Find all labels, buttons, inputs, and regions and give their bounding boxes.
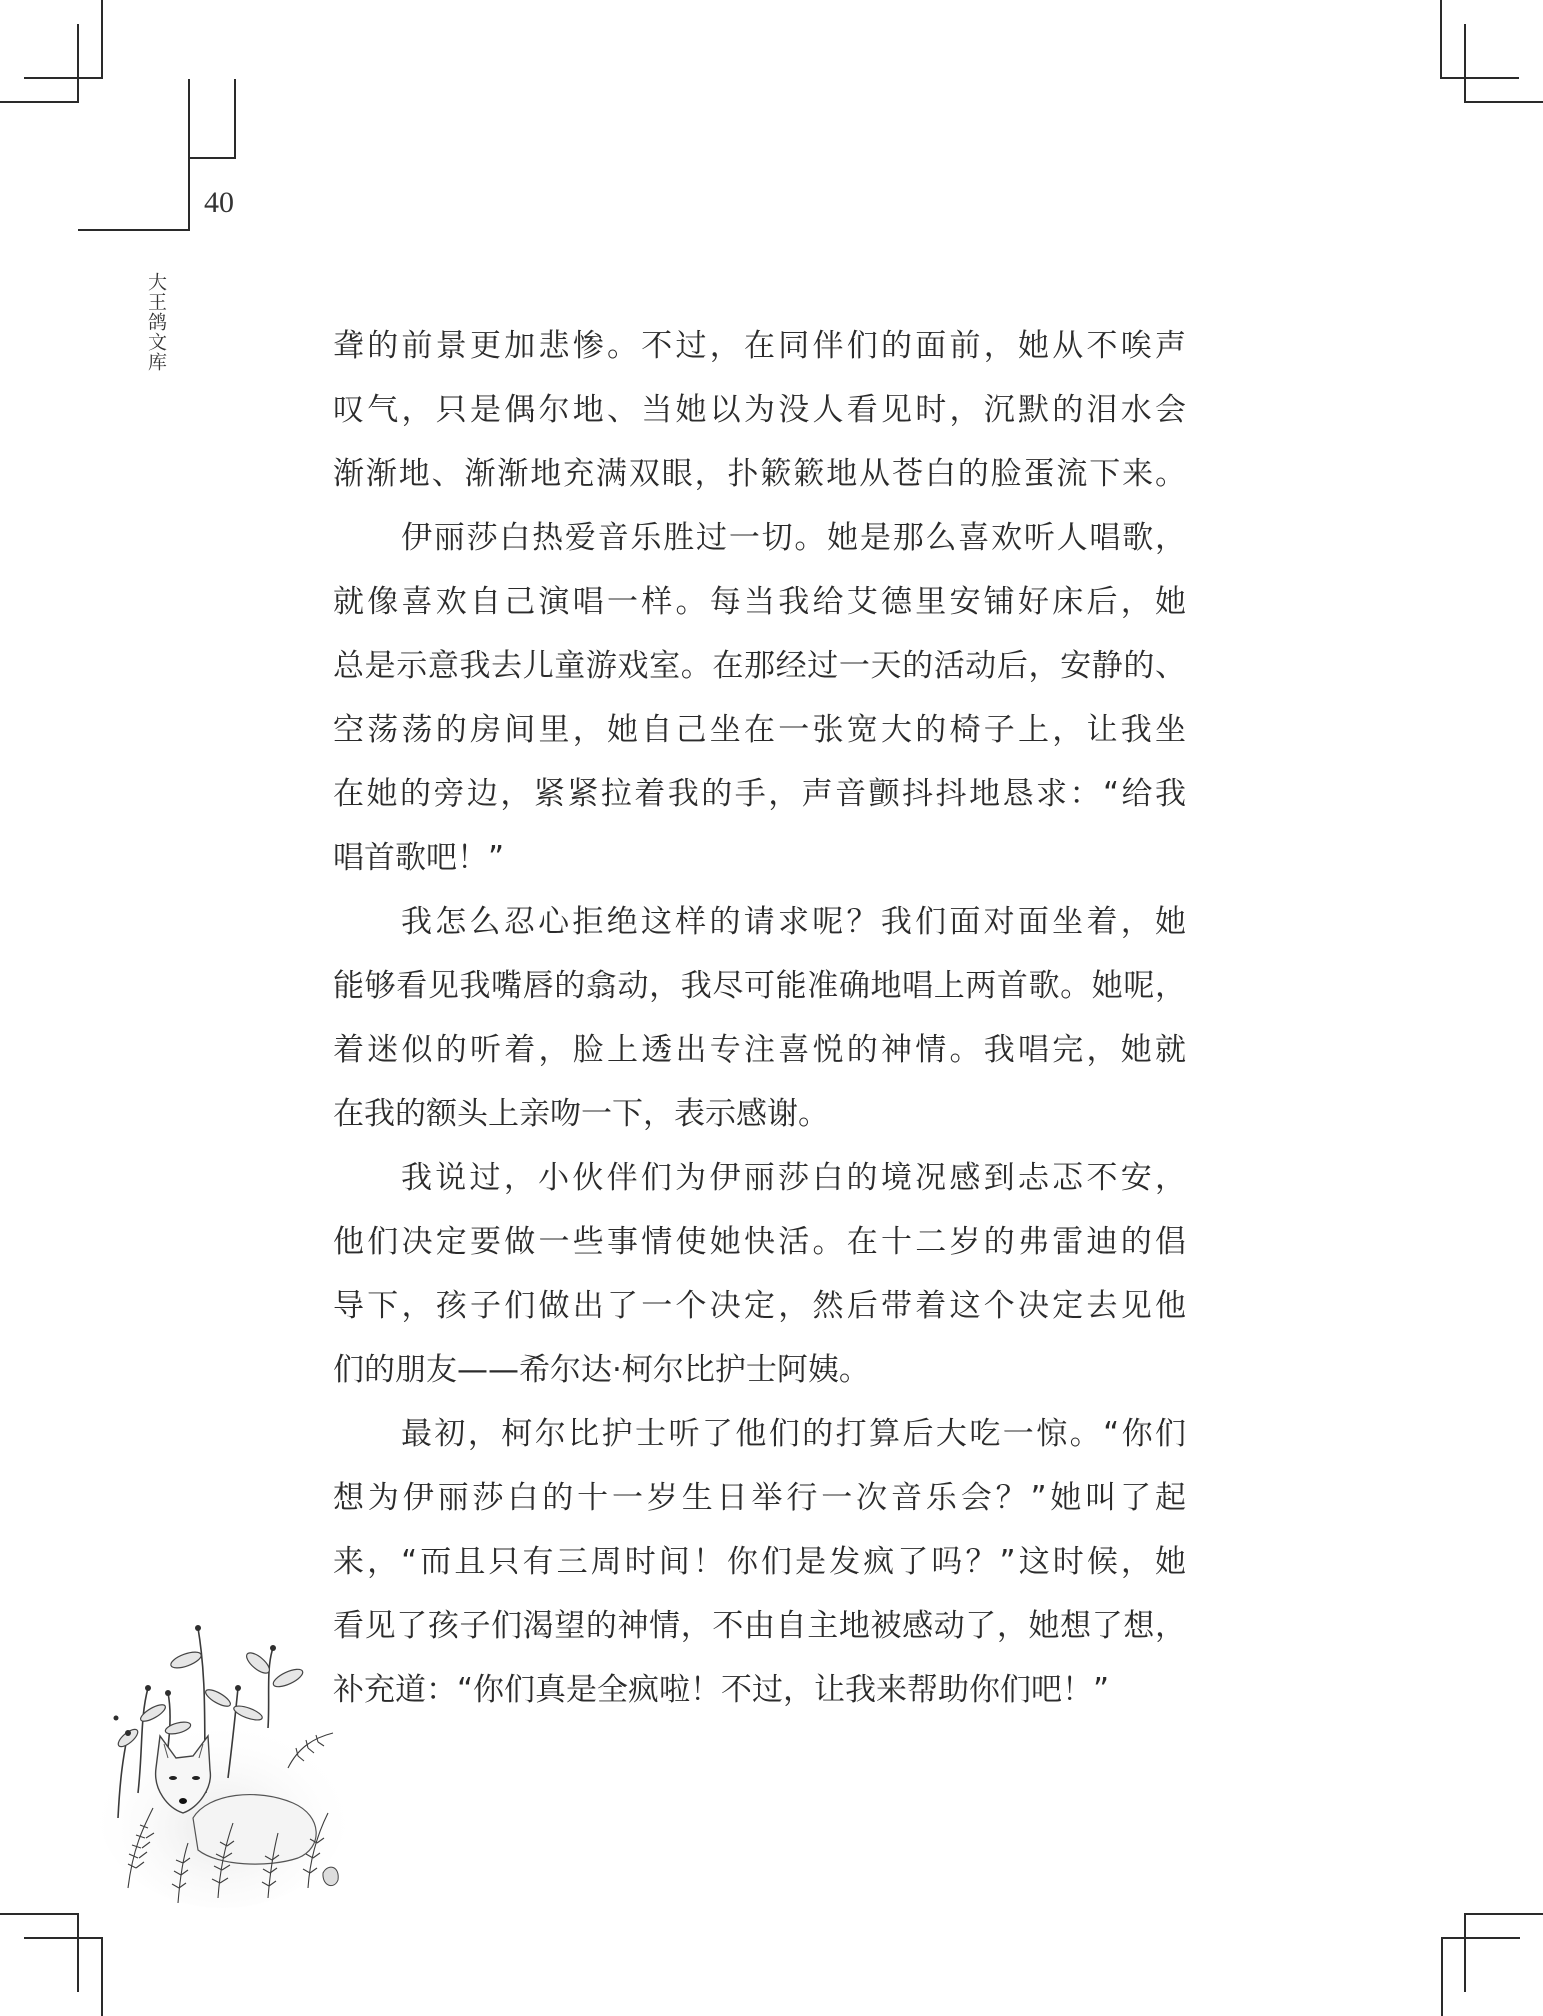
text-line: 唱首歌吧！” (333, 840, 505, 876)
paragraph-start-line: 伊丽莎白热爱音乐胜过一切。她是那么喜欢听人唱歌， (401, 520, 1186, 556)
page-number: 40 (204, 186, 234, 219)
text-line: 们的朋友——希尔达·柯尔比护士阿姨。 (333, 1352, 870, 1388)
crop-mark (77, 24, 79, 103)
body-text (333, 326, 1186, 1734)
text-line: 在我的额头上亲吻一下，表示感谢。 (333, 1096, 829, 1132)
crop-mark (1464, 24, 1466, 103)
crop-mark (1464, 101, 1543, 103)
paragraph-start-line: 我怎么忍心拒绝这样的请求呢？我们面对面坐着，她 (401, 904, 1186, 940)
text-line: 想为伊丽莎白的十一岁生日举行一次音乐会？”她叫了起 (333, 1480, 1186, 1516)
crop-mark (0, 1913, 79, 1915)
text-line: 叹气，只是偶尔地、当她以为没人看见时，沉默的泪水会 (333, 392, 1186, 428)
text-line: 总是示意我去儿童游戏室。在那经过一天的活动后，安静的、 (333, 648, 1186, 684)
text-line: 聋的前景更加悲惨。不过，在同伴们的面前，她从不唉声 (333, 328, 1186, 364)
fox-illustration (98, 1618, 348, 1908)
crop-mark (24, 1937, 103, 1939)
crop-mark (1440, 0, 1442, 79)
page-number-frame (234, 79, 236, 158)
paragraph-start-line: 最初，柯尔比护士听了他们的打算后大吃一惊。“你们 (401, 1416, 1186, 1452)
page-number-frame (188, 157, 236, 159)
text-line: 能够看见我嘴唇的翕动，我尽可能准确地唱上两首歌。她呢， (333, 968, 1186, 1004)
page-number-frame (188, 79, 190, 230)
text-line: 看见了孩子们渴望的神情，不由自主地被感动了，她想了想， (333, 1608, 1186, 1644)
series-title: 大王鸽文库 (145, 272, 167, 372)
text-line: 空荡荡的房间里，她自己坐在一张宽大的椅子上，让我坐 (333, 712, 1186, 748)
crop-mark (1441, 1937, 1520, 1939)
text-line: 就像喜欢自己演唱一样。每当我给艾德里安铺好床后，她 (333, 584, 1186, 620)
text-line: 导下，孩子们做出了一个决定，然后带着这个决定去见他 (333, 1288, 1186, 1324)
text-line: 补充道：“你们真是全疯啦！不过，让我来帮助你们吧！” (333, 1672, 1110, 1708)
crop-mark (1464, 1913, 1466, 1992)
text-line: 来，“而且只有三周时间！你们是发疯了吗？”这时候，她 (333, 1544, 1186, 1580)
text-line: 着迷似的听着，脸上透出专注喜悦的神情。我唱完，她就 (333, 1032, 1186, 1068)
crop-mark (1441, 1937, 1443, 2016)
crop-mark (24, 77, 103, 79)
crop-mark (77, 1913, 79, 1992)
crop-mark (1440, 77, 1519, 79)
crop-mark (0, 101, 79, 103)
text-line: 他们决定要做一些事情使她快活。在十二岁的弗雷迪的倡 (333, 1224, 1186, 1260)
crop-mark (1464, 1913, 1543, 1915)
text-line: 渐渐地、渐渐地充满双眼，扑簌簌地从苍白的脸蛋流下来。 (333, 456, 1186, 492)
crop-mark (101, 0, 103, 79)
paragraph-start-line: 我说过，小伙伴们为伊丽莎白的境况感到忐忑不安， (401, 1160, 1186, 1196)
page-number-frame (78, 229, 190, 231)
text-line: 在她的旁边，紧紧拉着我的手，声音颤抖抖地恳求：“给我 (333, 776, 1186, 812)
crop-mark (101, 1937, 103, 2016)
